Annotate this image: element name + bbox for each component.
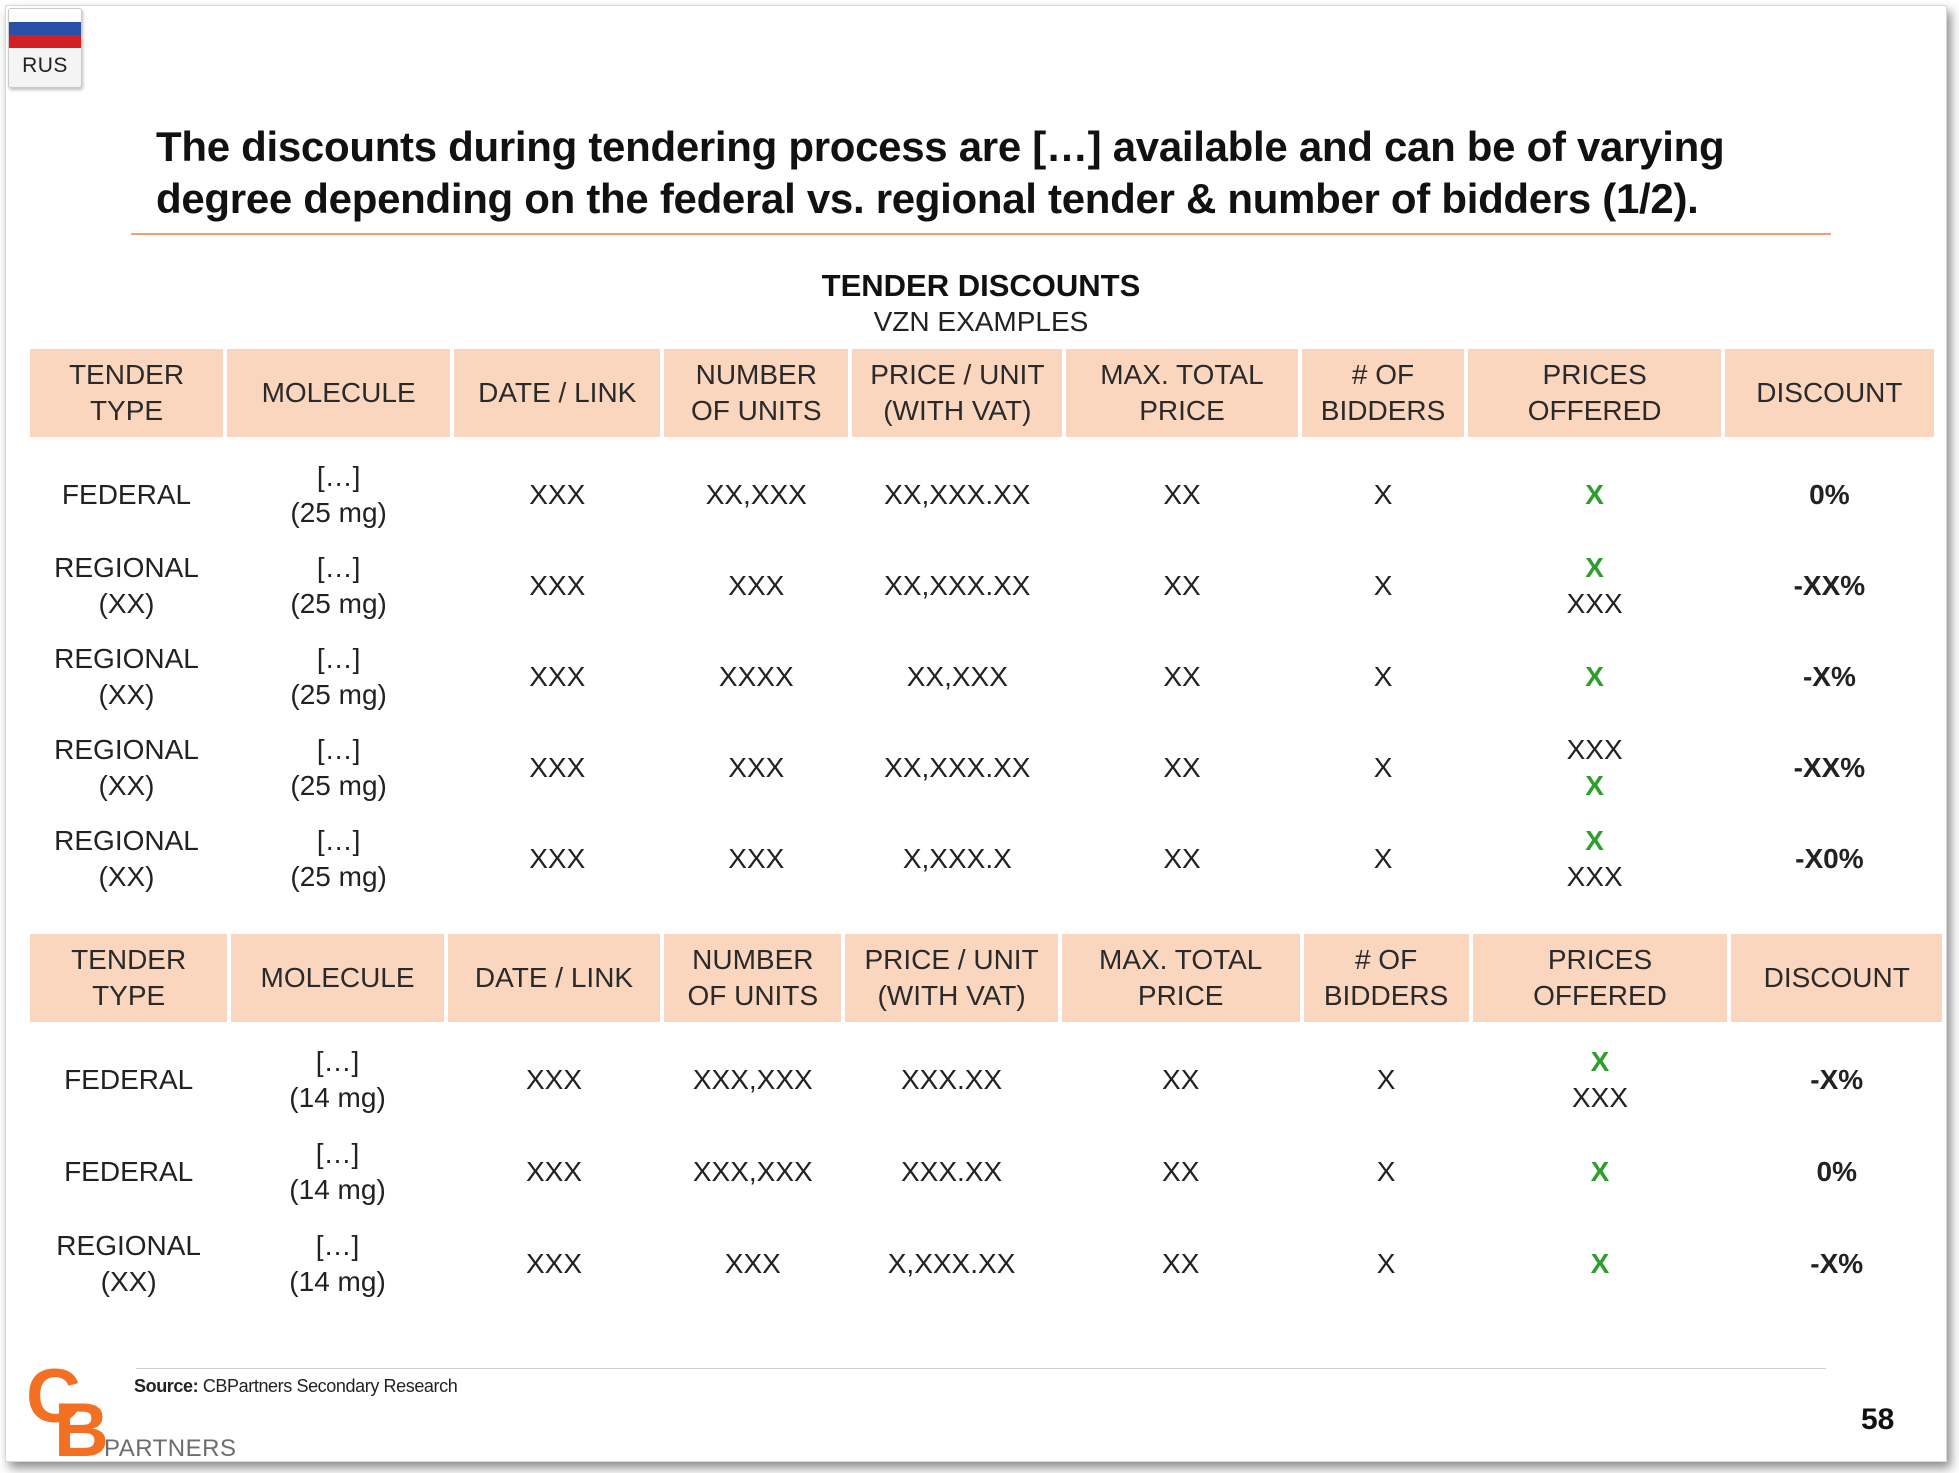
cell-date-link: XXX (526, 1064, 583, 1095)
logo-letter-c: C (26, 1354, 81, 1439)
offered-value: XXX (1566, 860, 1623, 892)
cell-line: […] (316, 460, 361, 492)
cell-line: (XX) (98, 860, 155, 892)
cell-line: PRICE / UNIT (870, 359, 1045, 390)
cell-line: (WITH VAT) (877, 980, 1026, 1011)
cell-line: (XX) (98, 587, 155, 619)
cell-line: […] (316, 551, 361, 583)
offered-value: X (1585, 551, 1604, 583)
cell-tender-type (30, 1126, 227, 1218)
cell-discount: 0% (1809, 478, 1850, 510)
cell-number-of-units: XXX (728, 751, 785, 783)
offered-value: X (1590, 1046, 1610, 1077)
cell-line: (XX) (98, 678, 155, 710)
cell-tender-type (30, 813, 223, 904)
offered-value: XXX (1566, 587, 1623, 619)
cell-discount: -X% (1810, 1248, 1864, 1279)
cell-number-of-bidders: X (1376, 1248, 1396, 1279)
header-molecule (231, 934, 443, 1022)
header-date-link (448, 934, 660, 1022)
cell-prices-offered (1473, 1218, 1728, 1310)
cell-line: BIDDERS (1320, 395, 1446, 426)
cell-line: PRICES (1547, 944, 1653, 975)
cell-number-of-units: XXX (724, 1248, 781, 1279)
cell-line: […] (315, 1138, 360, 1169)
cell-line: # OF (1351, 359, 1415, 390)
cell-line: PRICE / UNIT (864, 944, 1039, 975)
cell-line: […] (315, 1046, 360, 1077)
cell-tender-type (30, 540, 223, 631)
offered-value: X (1590, 1248, 1610, 1279)
logo-letter-b: B (54, 1388, 109, 1462)
slide-title-line-1: The discounts during tendering process are […] available and can be of varying (156, 123, 1725, 170)
cell-date-link: XXX (529, 842, 586, 874)
cell-line: (14 mg) (289, 1266, 386, 1297)
header-molecule (227, 349, 450, 437)
cell-date-link: XXX (529, 569, 586, 601)
flag-stripe-blue (9, 22, 81, 35)
cell-line: REGIONAL (54, 824, 199, 856)
offered-value: X (1585, 769, 1604, 801)
cell-line: REGIONAL (54, 642, 199, 674)
cb-partners-logo (26, 1354, 256, 1462)
cell-line: MOLECULE (260, 962, 415, 993)
cell-line: (25 mg) (290, 678, 387, 710)
cell-line: DISCOUNT (1763, 962, 1910, 993)
header-number-of-bidders (1304, 934, 1469, 1022)
cell-price-per-unit: XXX.XX (900, 1064, 1003, 1095)
country-code: RUS (22, 54, 68, 77)
cell-molecule (231, 1126, 443, 1218)
cell-line: OF UNITS (690, 395, 822, 426)
cell-line: (XX) (100, 1266, 157, 1297)
cell-tender-type (30, 722, 223, 813)
table-row (30, 1218, 1942, 1310)
header-price-per-unit (852, 349, 1062, 437)
offered-value: X (1590, 1156, 1610, 1187)
cell-max-total-price: XX (1163, 660, 1201, 692)
cell-line: DATE / LINK (474, 962, 634, 993)
source-label: Source: (134, 1376, 199, 1396)
cell-line: FEDERAL (64, 1064, 194, 1095)
table-row (30, 540, 1934, 631)
slide-title (156, 121, 1856, 225)
header-number-of-units (664, 934, 841, 1022)
cell-line: (25 mg) (290, 587, 387, 619)
section-title: TENDER DISCOUNTS (821, 268, 1141, 303)
slide (5, 5, 1947, 1462)
header-price-per-unit (845, 934, 1057, 1022)
table-row (30, 1126, 1942, 1218)
cell-tender-type (30, 1218, 227, 1310)
cell-number-of-bidders: X (1373, 569, 1393, 601)
page-number: 58 (1861, 1403, 1895, 1436)
tender-table-25mg (26, 349, 1938, 904)
cell-molecule (231, 1022, 443, 1126)
cell-line: NUMBER (695, 359, 817, 390)
cell-line: # OF (1354, 944, 1418, 975)
cell-line: NUMBER (692, 944, 814, 975)
cell-line: TENDER (68, 359, 185, 390)
header-max-total-price (1066, 349, 1297, 437)
cell-price-per-unit: XX,XXX.XX (884, 569, 1031, 601)
cell-tender-type (30, 631, 223, 722)
cell-discount: -XX% (1793, 569, 1866, 601)
header-number-of-bidders (1302, 349, 1465, 437)
cell-max-total-price: XX (1162, 1248, 1200, 1279)
cell-line: MAX. TOTAL (1100, 359, 1264, 390)
cell-number-of-units: XXX (728, 569, 785, 601)
cell-line: DATE / LINK (478, 377, 637, 408)
cell-date-link: XXX (529, 660, 586, 692)
cell-tender-type (30, 437, 223, 540)
cell-date-link: XXX (529, 751, 586, 783)
header-discount (1725, 349, 1934, 437)
cell-max-total-price: XX (1163, 751, 1201, 783)
cell-date-link: XXX (526, 1248, 583, 1279)
cell-molecule (227, 540, 450, 631)
cell-line: OF UNITS (687, 980, 819, 1011)
header-number-of-units (664, 349, 848, 437)
cell-molecule (227, 437, 450, 540)
cell-number-of-units: XXX,XXX (692, 1156, 813, 1187)
cell-line: […] (315, 1230, 360, 1261)
cell-max-total-price: XX (1162, 1156, 1200, 1187)
cell-line: PRICE (1139, 395, 1225, 426)
cell-line: REGIONAL (56, 1230, 201, 1261)
cell-line: FEDERAL (64, 1156, 194, 1187)
cell-molecule (231, 1218, 443, 1310)
cell-price-per-unit: XX,XXX.XX (884, 478, 1031, 510)
header-max-total-price (1062, 934, 1300, 1022)
table-row (30, 437, 1934, 540)
country-flag-badge (8, 8, 82, 88)
cell-prices-offered (1468, 631, 1720, 722)
cell-molecule (227, 722, 450, 813)
cell-molecule (227, 631, 450, 722)
cell-line: TYPE (89, 395, 164, 426)
section-subtitle: VZN EXAMPLES (873, 306, 1089, 337)
table-header-row (30, 934, 1942, 1022)
cell-prices-offered (1468, 540, 1720, 631)
cell-prices-offered (1468, 722, 1720, 813)
cell-line: (14 mg) (289, 1174, 386, 1205)
cell-max-total-price: XX (1163, 478, 1201, 510)
cell-line: (25 mg) (290, 496, 387, 528)
cell-line: MAX. TOTAL (1099, 944, 1263, 975)
cell-discount: -X0% (1795, 842, 1864, 874)
cell-line: DISCOUNT (1756, 377, 1903, 408)
cell-line: (25 mg) (290, 769, 387, 801)
cell-max-total-price: XX (1162, 1064, 1200, 1095)
cell-line: TYPE (92, 980, 166, 1011)
cell-line: BIDDERS (1323, 980, 1449, 1011)
cell-line: MOLECULE (261, 377, 416, 408)
header-tender-type (30, 349, 223, 437)
offered-value: X (1585, 478, 1604, 510)
cell-line: TENDER (71, 944, 187, 975)
cell-number-of-bidders: X (1376, 1156, 1396, 1187)
cell-number-of-units: XX,XXX (705, 478, 807, 510)
cell-number-of-bidders: X (1373, 478, 1393, 510)
cell-price-per-unit: X,XXX.XX (887, 1248, 1016, 1279)
source-text: CBPartners Secondary Research (202, 1376, 458, 1396)
cell-line: (14 mg) (289, 1082, 386, 1113)
cell-discount: 0% (1816, 1156, 1857, 1187)
cell-discount: -XX% (1793, 751, 1866, 783)
header-tender-type (30, 934, 227, 1022)
cell-prices-offered (1473, 1022, 1728, 1126)
cell-number-of-bidders: X (1376, 1064, 1396, 1095)
offered-value: XXX (1566, 733, 1623, 765)
cell-date-link: XXX (526, 1156, 583, 1187)
offered-value: XXX (1571, 1082, 1629, 1113)
tender-table-14mg (26, 934, 1946, 1310)
table-row (30, 631, 1934, 722)
table-row (30, 813, 1934, 904)
table-row (30, 722, 1934, 813)
cell-number-of-bidders: X (1373, 751, 1393, 783)
cell-discount: -X% (1810, 1064, 1864, 1095)
cell-price-per-unit: X,XXX.X (902, 842, 1012, 874)
header-discount (1731, 934, 1942, 1022)
cell-line: REGIONAL (54, 733, 199, 765)
cell-line: (25 mg) (290, 860, 387, 892)
header-prices-offered (1468, 349, 1720, 437)
cell-max-total-price: XX (1163, 842, 1201, 874)
cell-discount: -X% (1802, 660, 1856, 692)
cell-line: FEDERAL (61, 478, 192, 510)
cell-date-link: XXX (529, 478, 586, 510)
cell-prices-offered (1468, 437, 1720, 540)
cell-line: […] (316, 642, 361, 674)
logo-wordmark: PARTNERS (104, 1435, 237, 1462)
offered-value: X (1585, 660, 1604, 692)
table-row (30, 1022, 1942, 1126)
cell-number-of-units: XXX,XXX (692, 1064, 813, 1095)
footer-divider (136, 1368, 1826, 1369)
cell-line: PRICE (1137, 980, 1224, 1011)
title-underline (131, 233, 1831, 235)
cell-prices-offered (1468, 813, 1720, 904)
cell-line: PRICES (1542, 359, 1647, 390)
offered-value: X (1585, 824, 1604, 856)
cell-line: (XX) (98, 769, 155, 801)
cell-max-total-price: XX (1163, 569, 1201, 601)
header-prices-offered (1473, 934, 1728, 1022)
cell-number-of-bidders: X (1373, 660, 1393, 692)
cell-line: […] (316, 733, 361, 765)
cell-line: OFFERED (1533, 980, 1667, 1011)
cell-price-per-unit: XX,XXX (906, 660, 1008, 692)
flag-stripe-white (9, 9, 81, 22)
cell-line: […] (316, 824, 361, 856)
slide-title-line-2: degree depending on the federal vs. regional tender & number of bidders (1/2). (156, 175, 1699, 222)
cell-tender-type (30, 1022, 227, 1126)
cell-number-of-bidders: X (1373, 842, 1393, 874)
cell-line: OFFERED (1527, 395, 1662, 426)
cell-line: (WITH VAT) (883, 395, 1032, 426)
table-header-row (30, 349, 1934, 437)
cell-price-per-unit: XXX.XX (900, 1156, 1003, 1187)
cell-number-of-units: XXXX (718, 660, 794, 692)
cell-line: REGIONAL (54, 551, 199, 583)
cell-price-per-unit: XX,XXX.XX (884, 751, 1031, 783)
cell-prices-offered (1473, 1126, 1728, 1218)
flag-stripe-red (9, 35, 81, 48)
header-date-link (454, 349, 660, 437)
cell-molecule (227, 813, 450, 904)
cell-number-of-units: XXX (728, 842, 785, 874)
